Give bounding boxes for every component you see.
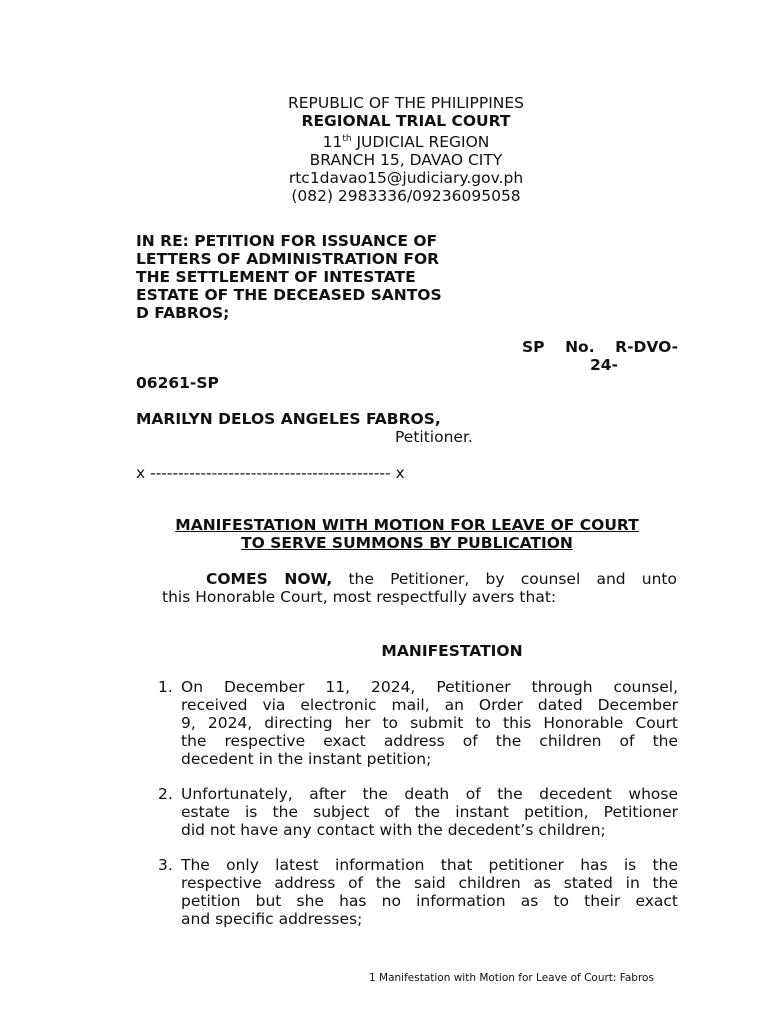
intro-text: the Petitioner, by counsel and unto <box>332 570 677 588</box>
case-number-continued: 06261-SP <box>136 374 219 392</box>
item-line: petition but she has no information as to their exact <box>181 892 678 910</box>
intro-lead: COMES NOW, <box>206 570 333 588</box>
item-line: estate is the subject of the instant petition, Petitioner <box>181 803 678 821</box>
case-number-part: No. <box>565 338 595 356</box>
court-header <box>0 94 768 205</box>
item-line: Unfortunately, after the death of the decedent whose <box>181 785 678 803</box>
caption-line: LETTERS OF ADMINISTRATION FOR <box>136 250 440 268</box>
caption-line: THE SETTLEMENT OF INTESTATE <box>136 268 416 286</box>
case-caption <box>136 232 490 322</box>
item-line: The only latest information that petitioner has is the <box>181 856 678 874</box>
region-text: JUDICIAL REGION <box>351 133 490 152</box>
case-number <box>522 338 678 374</box>
title-line-2: TO SERVE SUMMONS BY PUBLICATION <box>241 534 573 552</box>
caption-line: ESTATE OF THE DECEASED SANTOS <box>136 286 442 304</box>
item-line: decedent in the instant petition; <box>181 750 432 768</box>
court-name: REGIONAL TRIAL COURT <box>301 112 511 130</box>
court-email: rtc1davao15@judiciary.gov.ph <box>288 169 524 188</box>
item-line: did not have any contact with the decedent’s children; <box>181 821 606 839</box>
caption-line: D FABROS; <box>136 304 230 322</box>
section-heading: MANIFESTATION <box>381 642 523 660</box>
judicial-region <box>0 130 768 151</box>
item-line: On December 11, 2024, Petitioner through counsel, <box>181 678 678 696</box>
court-phone: (082) 2983336/09236095058 <box>291 187 521 206</box>
page-footer: 1 Manifestation with Motion for Leave of Court: Fabros <box>369 972 654 984</box>
item-number: 3. <box>158 856 173 874</box>
item-number: 1. <box>158 678 173 696</box>
document-title <box>136 516 678 552</box>
item-line: and specific addresses; <box>181 910 363 928</box>
intro-text: this Honorable Court, most respectfully avers that: <box>162 588 557 606</box>
case-number-part: SP <box>522 338 545 356</box>
branch-line: BRANCH 15, DAVAO CITY <box>309 151 503 170</box>
region-number: 11 <box>322 133 343 152</box>
item-line: 9, 2024, directing her to submit to this Honorable Court <box>181 714 678 732</box>
petitioner-role: Petitioner. <box>395 428 473 446</box>
region-suffix: th <box>342 134 352 144</box>
item-line: respective address of the said children as stated in the <box>181 874 678 892</box>
item-line: the respective exact address of the children of the <box>181 732 678 750</box>
case-number-part: 24- <box>589 356 618 374</box>
intro-paragraph <box>162 570 677 606</box>
case-number-part: R-DVO- <box>615 338 678 356</box>
caption-divider: x ------------------------------------------- x <box>136 464 405 482</box>
title-line-1: MANIFESTATION WITH MOTION FOR LEAVE OF COURT <box>175 516 639 534</box>
item-number: 2. <box>158 785 173 803</box>
item-line: received via electronic mail, an Order dated December <box>181 696 678 714</box>
republic-line: REPUBLIC OF THE PHILIPPINES <box>287 94 524 112</box>
caption-line: IN RE: PETITION FOR ISSUANCE OF <box>136 232 438 250</box>
petitioner-name: MARILYN DELOS ANGELES FABROS, <box>136 410 441 428</box>
